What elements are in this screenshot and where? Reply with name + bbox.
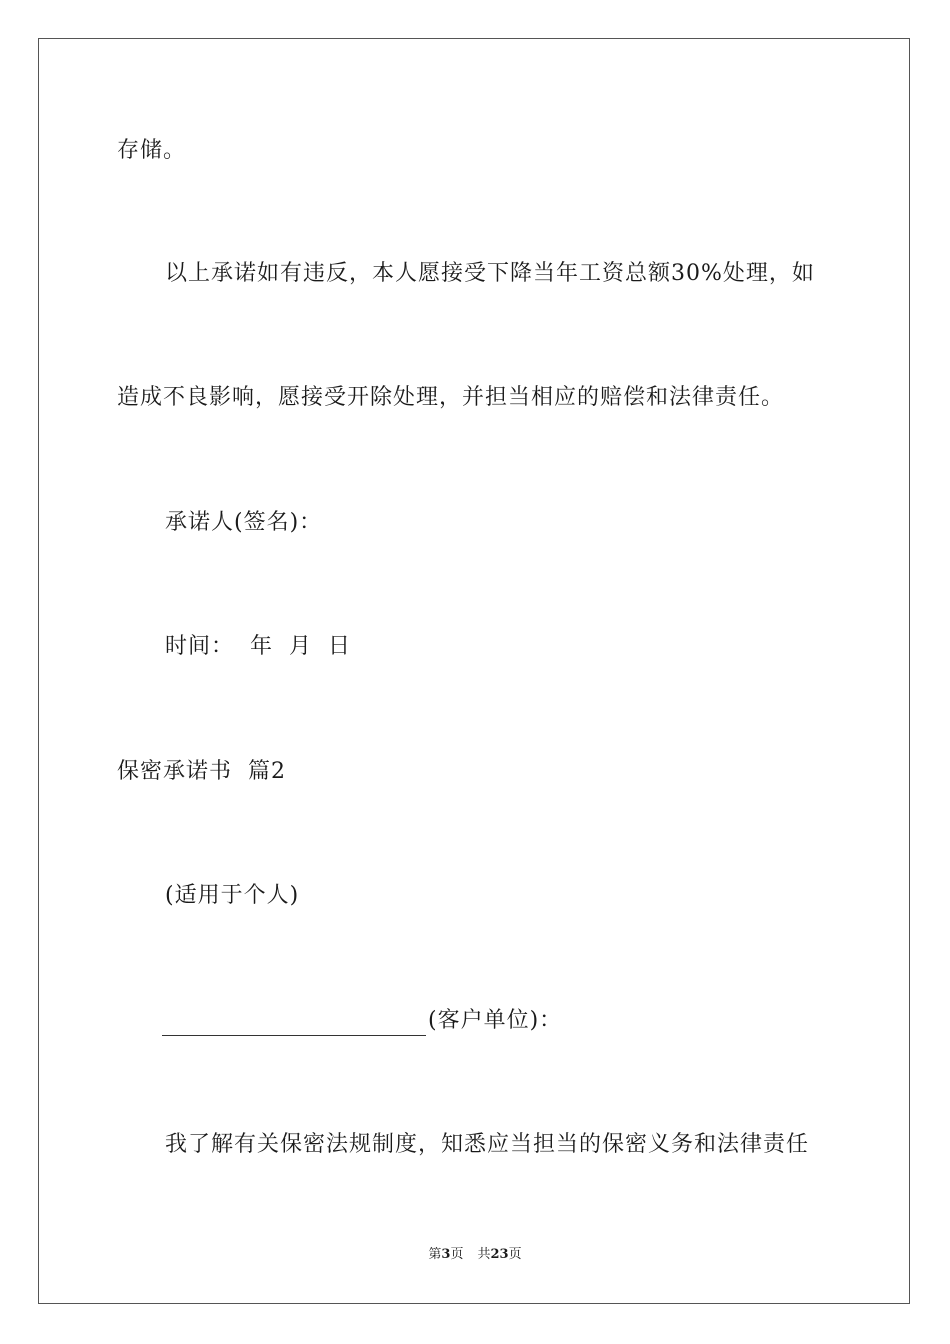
footer-page-prefix: 第 [428,1247,442,1262]
text-line-acknowledgement: 我了解有关保密法规制度，知悉应当担当的保密义务和法律责任 [165,1132,810,1157]
footer-total-suffix: 页 [508,1247,522,1262]
signature-label: 承诺人(签名)： [165,510,323,535]
client-unit-blank [162,1013,426,1036]
applicability-note: (适用于个人) [165,883,300,908]
footer-page-number: 3 [441,1247,451,1262]
text-line-violation-clause: 以上承诺如有违反，本人愿接受下降当年工资总额30%处理，如 [165,261,815,286]
date-label: 时间： 年 月 日 [165,634,351,659]
footer-page-suffix: 页 [450,1247,464,1262]
text-line-consequence-clause: 造成不良影响，愿接受开除处理，并担当相应的赔偿和法律责任。 [117,385,785,410]
footer-total-prefix: 共 [477,1247,491,1262]
client-unit-label: (客户单位)： [428,1008,563,1033]
footer-total-number: 23 [490,1247,509,1262]
client-unit-line [162,1006,562,1036]
page-border [38,38,910,1304]
page-footer [0,1246,950,1264]
section-heading: 保密承诺书 篇2 [117,759,286,784]
text-line-storage: 存储。 [117,138,187,163]
